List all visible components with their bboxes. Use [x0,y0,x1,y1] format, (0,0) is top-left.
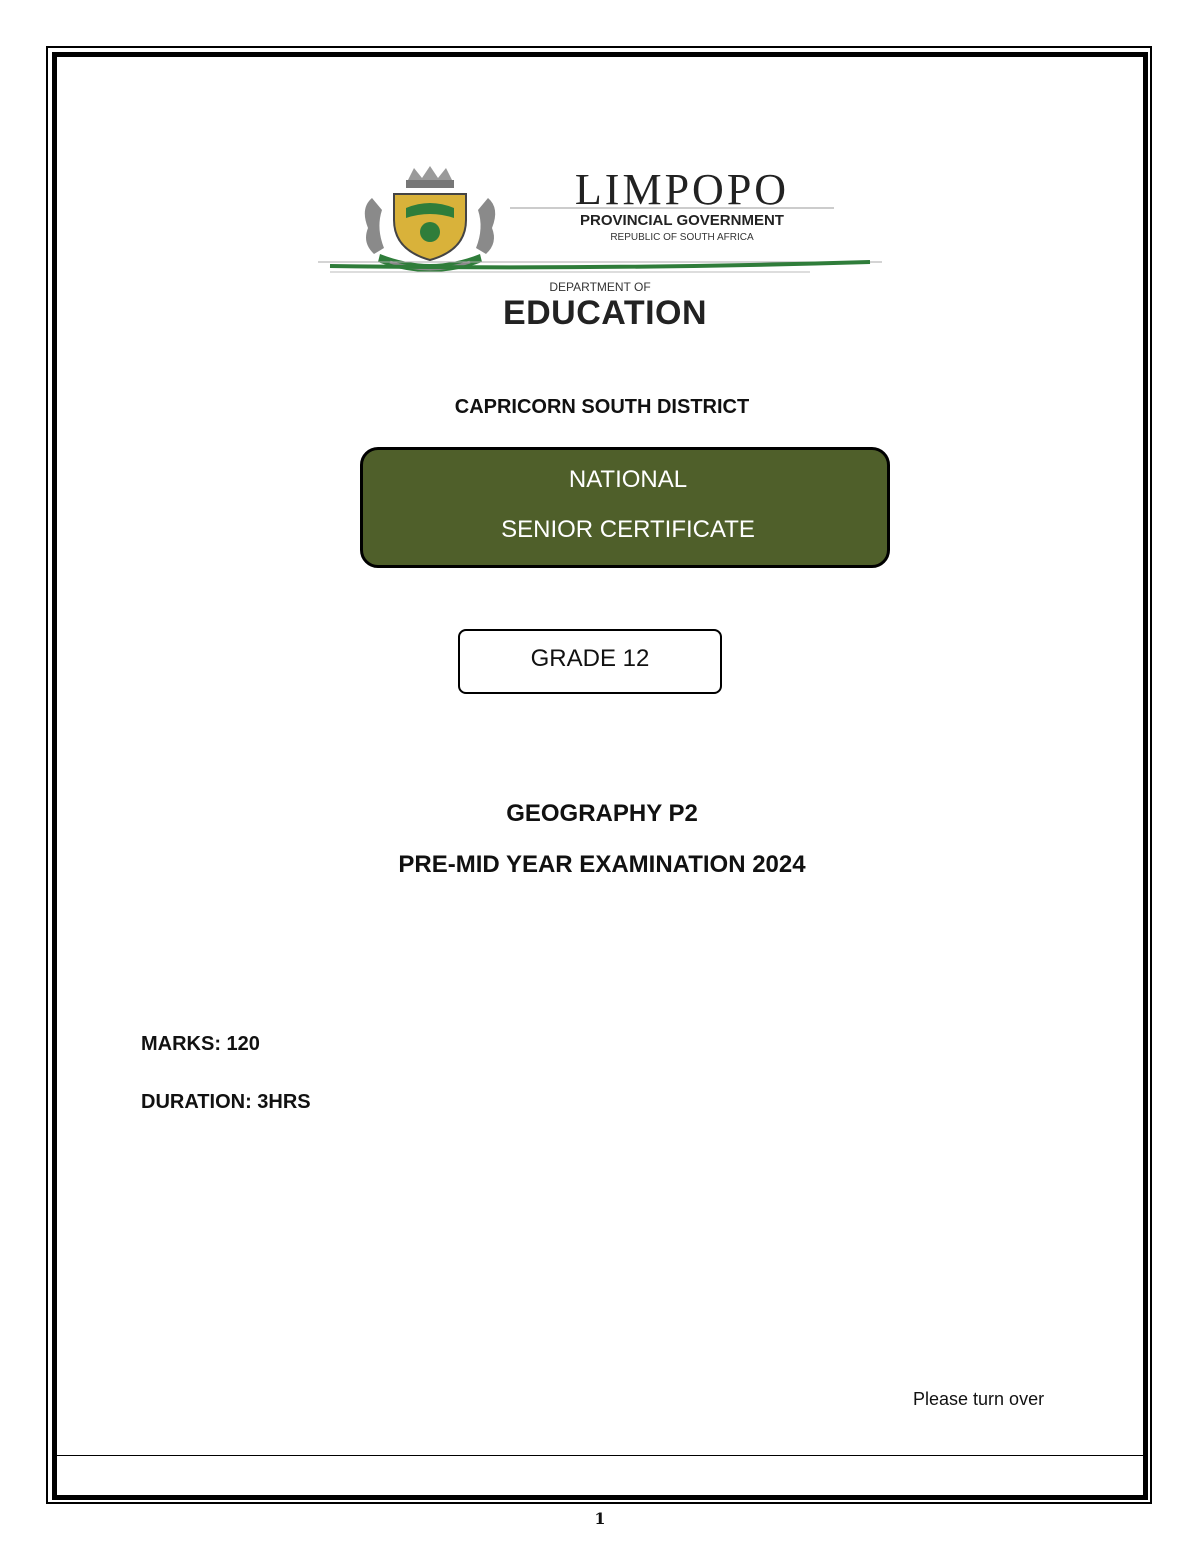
page-number: 1 [594,1509,606,1528]
marks-label: MARKS: 120 [141,1033,260,1055]
limpopo-education-logo [310,158,890,338]
subject-title: GEOGRAPHY P2 [506,800,698,827]
logo-country: REPUBLIC OF SOUTH AFRICA [610,232,754,243]
logo-subtitle: PROVINCIAL GOVERNMENT [580,212,784,229]
footer-divider [52,1455,1148,1456]
grade-box: GRADE 12 [458,629,722,694]
exam-title: PRE-MID YEAR EXAMINATION 2024 [398,851,806,878]
turn-over-note: Please turn over [913,1389,1045,1409]
logo-title: LIMPOPO [574,165,790,214]
certificate-line-2: SENIOR CERTIFICATE [501,516,755,543]
district-heading: CAPRICORN SOUTH DISTRICT [454,396,750,418]
logo-department: EDUCATION [502,294,708,332]
duration-label: DURATION: 3HRS [141,1091,311,1113]
logo-department-prefix: DEPARTMENT OF [549,280,651,294]
certificate-banner [360,447,890,568]
certificate-line-1: NATIONAL [568,466,688,493]
